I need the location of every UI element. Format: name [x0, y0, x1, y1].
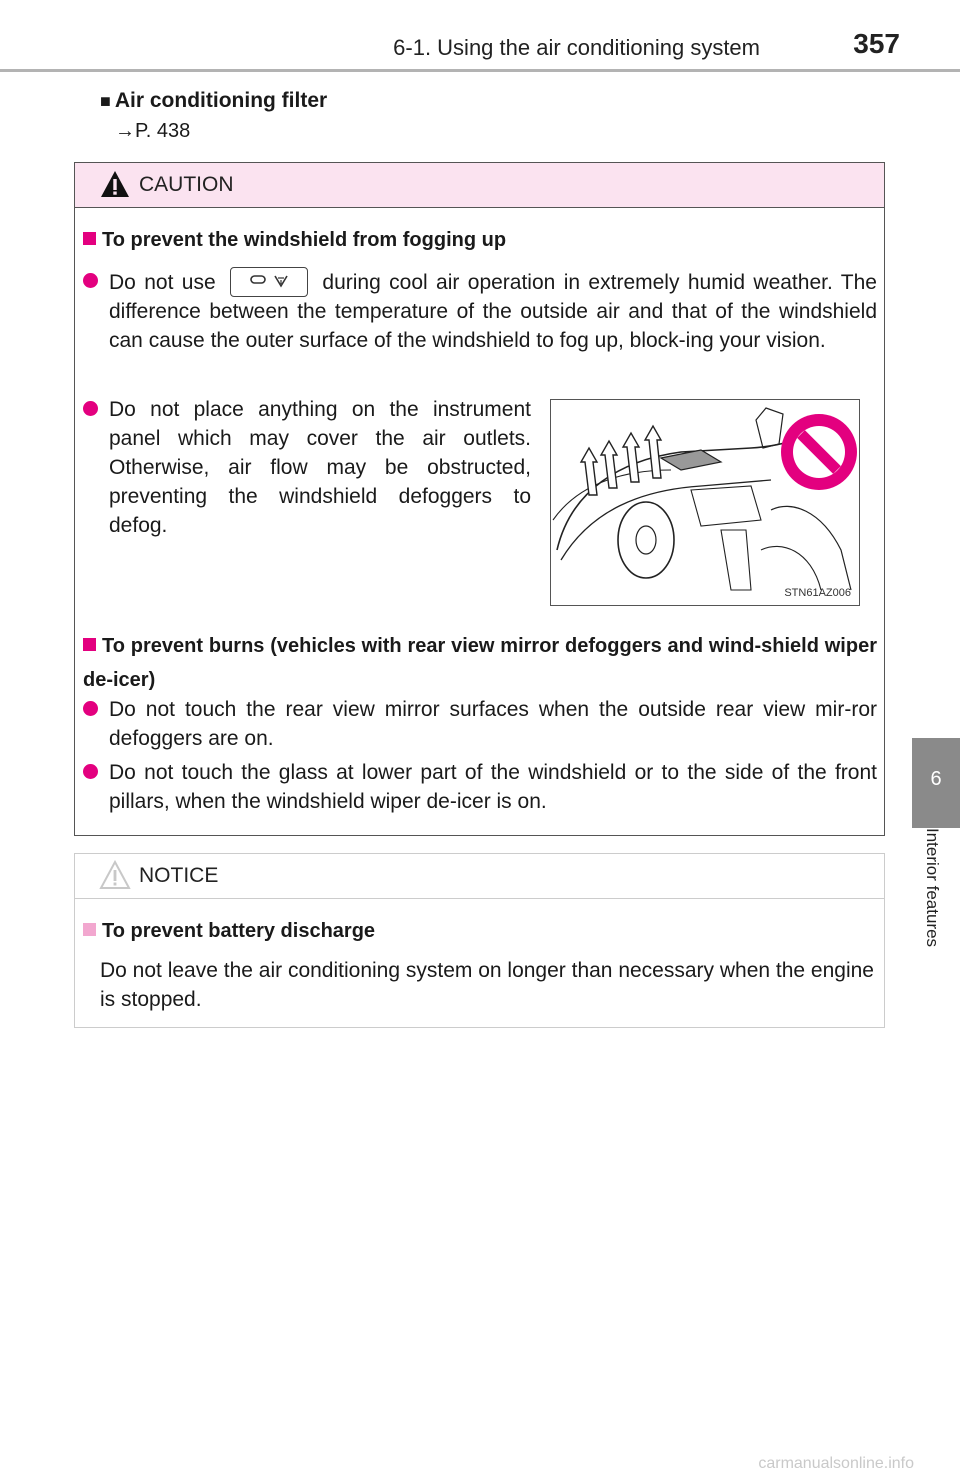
- chapter-tab-number: 6: [930, 768, 942, 790]
- round-bullet-icon: [83, 273, 98, 288]
- square-bullet-icon: ■: [100, 91, 111, 111]
- watermark: carmanualsonline.info: [758, 1455, 914, 1472]
- notice-label: NOTICE: [139, 864, 219, 887]
- page-reference-link[interactable]: →P. 438: [115, 120, 191, 142]
- page-number: 357: [853, 28, 900, 59]
- square-bullet-icon: [83, 232, 96, 245]
- notice-body: Do not leave the air conditioning system on longer than necessary when the engine is stopped.: [100, 959, 874, 1011]
- page-header: [0, 0, 960, 80]
- dashboard-airflow-illustration-icon: [551, 400, 858, 604]
- chapter-tab-label: [912, 828, 960, 998]
- square-bullet-icon: [83, 638, 96, 651]
- notice-header: [75, 854, 884, 899]
- section-title-text: Air conditioning filter: [114, 89, 328, 112]
- recirculation-mode-button-icon: [230, 267, 308, 297]
- section-title: [100, 89, 327, 113]
- windshield-fog-item-1: Do not use during cool air operation in extremely humid weather. The difference between the temperature of the outside air and that of the windshield can cause the outer surface of the windshield to fog up, block-ing your vision.: [83, 267, 877, 355]
- round-bullet-icon: [83, 764, 98, 779]
- chapter-tab[interactable]: [912, 738, 960, 828]
- square-bullet-icon: [83, 923, 96, 936]
- windshield-fog-heading: To prevent the windshield from fogging up: [83, 223, 506, 257]
- round-bullet-icon: [83, 401, 98, 416]
- burns-heading: To prevent burns (vehicles with rear view mirror defoggers and wind-shield wiper de-icer): [83, 635, 877, 691]
- caution-header: [75, 163, 884, 208]
- illustration-code: STN61AZ006: [784, 587, 851, 599]
- round-bullet-icon: [83, 701, 98, 716]
- chapter-tab-label-text: Interior features: [923, 828, 942, 948]
- caution-label: CAUTION: [139, 173, 234, 196]
- header-divider: [0, 69, 960, 72]
- caution-box: [74, 162, 885, 836]
- warning-triangle-icon: [99, 169, 131, 199]
- battery-heading: To prevent battery discharge: [83, 914, 375, 948]
- burns-item-2: Do not touch the glass at lower part of the windshield or to the side of the front pillars, when the windshield wiper de-icer is on.: [83, 758, 877, 816]
- windshield-fog-item-2: Do not place anything on the instrument panel which may cover the air outlets. Otherwise, air flow may be obstructed, preventing the windshield defoggers to defog.: [83, 395, 531, 540]
- dashboard-illustration: [550, 399, 860, 606]
- chapter-title: 6-1. Using the air conditioning system: [393, 35, 760, 60]
- burns-item-1: Do not touch the rear view mirror surfaces when the outside rear view mir-ror defoggers are on.: [83, 695, 877, 753]
- warning-triangle-outline-icon: [99, 860, 131, 890]
